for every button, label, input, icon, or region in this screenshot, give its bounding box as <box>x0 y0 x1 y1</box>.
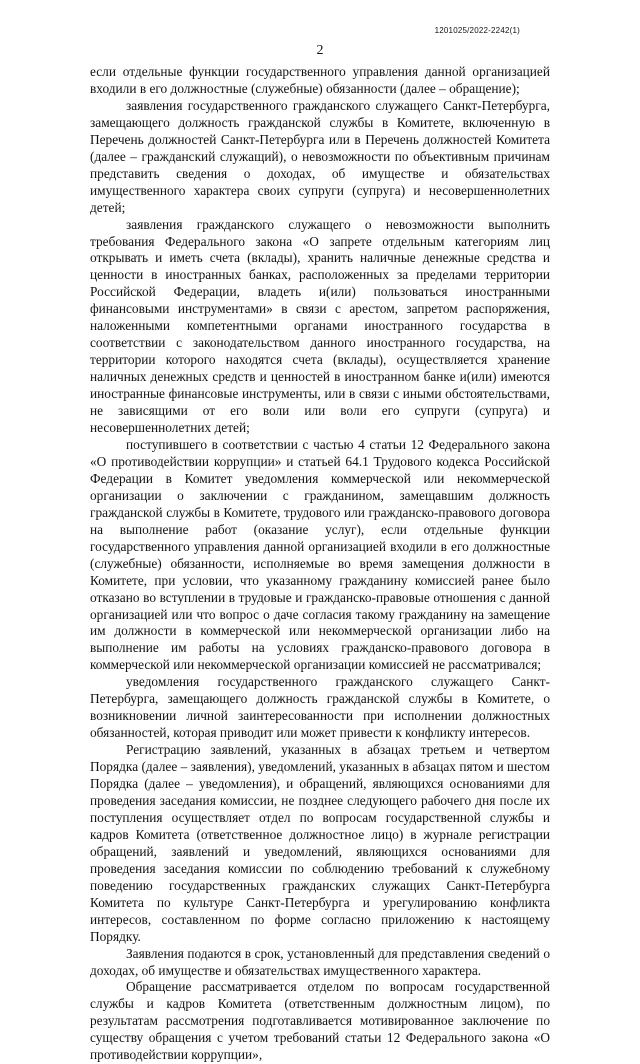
paragraph-6: Регистрацию заявлений, указанных в абзацах третьем и четвертом Порядка (далее – заявления), уведомлений, указанных в абзацах пятом и шестом Порядка (далее – уведомления), и обращений, являющихся основаниями для проведения заседания комиссии, не позднее следующего рабочего дня после их поступления осуществляет отдел по вопросам государственной службы и кадров Комитета (ответственное должностное лицо) в журнале регистрации обращений, заявлений и уведомлений, являющихся основаниями для проведения заседания комиссии по соблюдению требований к служебному поведению государственных гражданских служащих Санкт-Петербурга Комитета по культуре Санкт-Петербурга и урегулированию конфликта интересов, составленном по форме согласно приложению к настоящему Порядку. <box>90 742 550 944</box>
paragraph-1: если отдельные функции государственного управления данной организацией входили в его должностные (служебные) обязанности (далее – обращение); <box>90 64 550 96</box>
paragraph-4: поступившего в соответствии с частью 4 статьи 12 Федерального закона «О противодействии коррупции» и статьей 64.1 Трудового кодекса Российской Федерации в Комитет уведомления коммерческой или некоммерческой организации о заключении с гражданином, замещавшим должность гражданской службы в Комитете, трудового или гражданско-правового договора на выполнение работ (оказание услуг), если отдельные функции государственного управления данной организацией входили в его должностные (служебные) обязанности, исполняемые во время замещения должности в Комитете, при условии, что указанному гражданину комиссией ранее было отказано во вступлении в трудовые и гражданско-правовые отношения с данной организацией или что вопрос о даче согласия такому гражданину на замещение им должности в коммерческой или некоммерческой организации либо на выполнение им работы на условиях гражданско-правового договора в коммерческой или некоммерческой организации комиссией не рассматривался; <box>90 436 550 673</box>
document-body <box>90 64 550 1064</box>
page-number: 2 <box>316 43 324 58</box>
paragraph-7: Заявления подаются в срок, установленный для представления сведений о доходах, об имуществе и обязательствах имущественного характера. <box>90 945 550 978</box>
document-number: 1201025/2022-2242(1) <box>434 26 520 35</box>
paragraph-2: заявления государственного гражданского служащего Санкт-Петербурга, замещающего должность гражданской службы в Комитете, включенную в Перечень должностей Санкт-Петербурга или в Перечень должностей Комитета (далее – гражданский служащий), о невозможности по объективным причинам представить сведения о доходах, об имуществе и обязательствах имущественного характера своих супруги (супруга) и несовершеннолетних детей; <box>90 97 550 215</box>
paragraph-3: заявления гражданского служащего о невозможности выполнить требования Федерального закона «О запрете отдельным категориям лиц открывать и иметь счета (вклады), хранить наличные денежные средства и ценности в иностранных банках, расположенных за пределами территории Российской Федерации, владеть и(или) пользоваться иностранными финансовыми инструментами» в связи с арестом, запретом распоряжения, наложенными компетентными органами иностранного государства в соответствии с законодательством данного иностранного государства, на территории которого находятся счета (вклады), осуществляется хранение наличных денежных средств и ценностей в иностранном банке и(или) имеются иностранные финансовые инструменты, или в связи с иными обстоятельствами, не зависящими от его воли или воли его супруги (супруга) и несовершеннолетних детей; <box>90 216 550 436</box>
paragraph-8: Обращение рассматривается отделом по вопросам государственной службы и кадров Комитета (ответственным должностным лицом), по результатам рассмотрения подготавливается мотивированное заключение по существу обращения с учетом требований статьи 12 Федерального закона «О противодействии коррупции», <box>90 979 550 1063</box>
paragraph-5: уведомления государственного гражданского служащего Санкт-Петербурга, замещающего должность гражданской службы в Комитете, о возникновении личной заинтересованности при исполнении должностных обязанностей, которая приводит или может привести к конфликту интересов. <box>90 674 550 741</box>
